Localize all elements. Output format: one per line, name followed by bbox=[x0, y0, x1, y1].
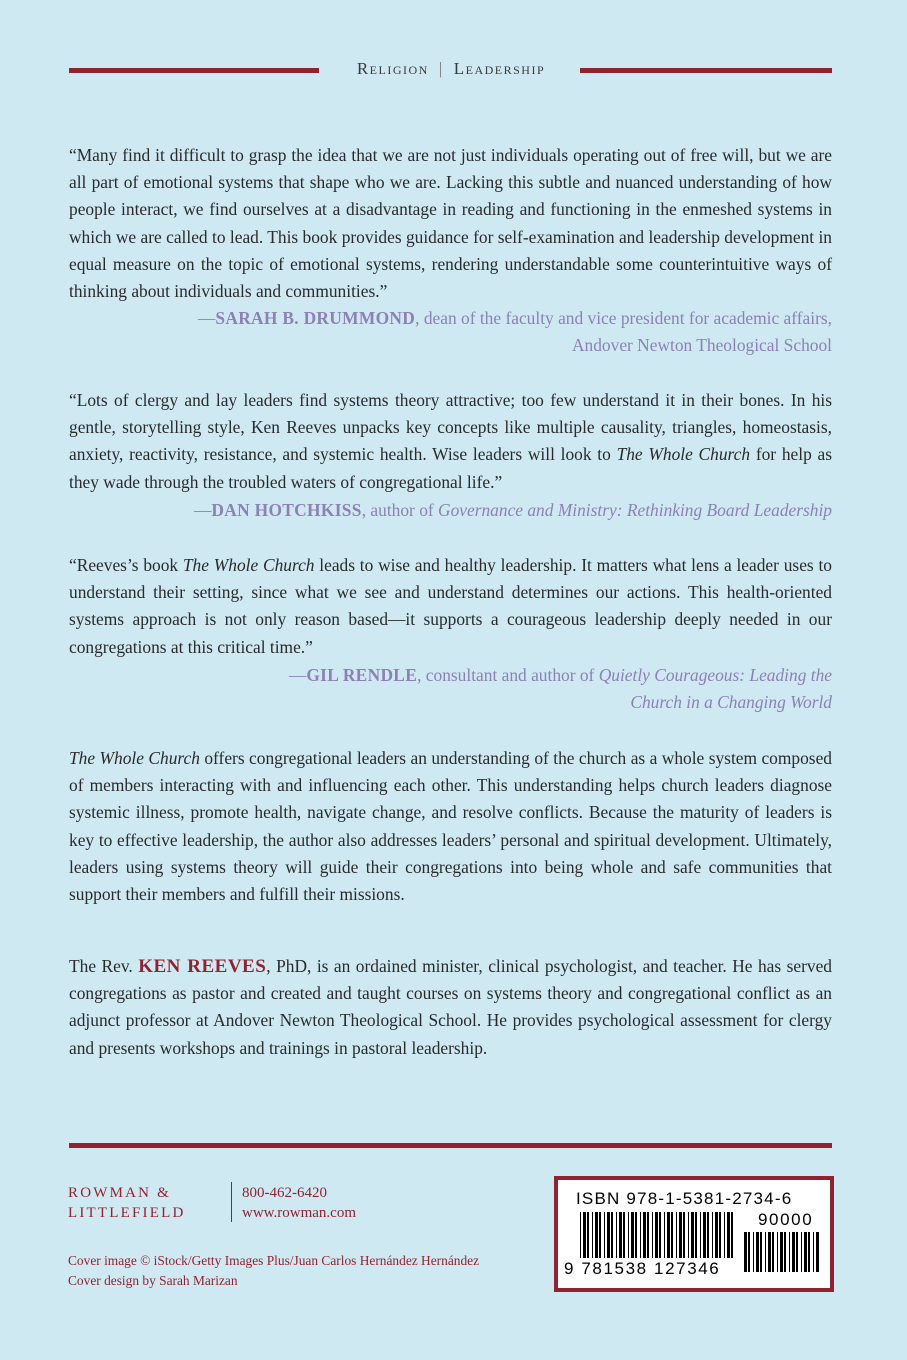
barcode-bar bbox=[756, 1232, 759, 1272]
barcode-bar bbox=[780, 1232, 783, 1272]
barcode-bar bbox=[765, 1232, 766, 1272]
barcode-bar bbox=[676, 1212, 677, 1258]
author-bio: The Rev. KEN REEVES, PhD, is an ordained minister, clinical psychologist, and teacher. He has served congregations as pastor and created and taught courses on systems theory and congregational conflict as an adjunct professor at Andover Newton Theological School. He provides psychological assessment for clergy and presents workshops and trainings in pastoral leadership. bbox=[69, 956, 832, 1058]
barcode-bar bbox=[671, 1212, 673, 1258]
barcode-bar bbox=[703, 1212, 706, 1258]
barcode-bar bbox=[592, 1212, 593, 1258]
barcode-bar bbox=[623, 1212, 625, 1258]
barcode-bar bbox=[647, 1212, 649, 1258]
barcode-bar bbox=[631, 1212, 634, 1258]
barcode-bar bbox=[679, 1212, 682, 1258]
publisher-website[interactable]: www.rowman.com bbox=[242, 1205, 357, 1221]
barcode-bar bbox=[619, 1212, 622, 1258]
barcode-bar bbox=[583, 1212, 586, 1258]
barcode-bar bbox=[719, 1212, 721, 1258]
category-separator: | bbox=[438, 59, 444, 78]
barcode-bar bbox=[796, 1232, 798, 1272]
barcode-bar bbox=[744, 1232, 747, 1272]
barcode-bar bbox=[695, 1212, 697, 1258]
barcode-bar bbox=[655, 1212, 658, 1258]
barcode-bar bbox=[664, 1212, 665, 1258]
barcode-bar bbox=[772, 1232, 774, 1272]
book-title: The Whole Church bbox=[69, 748, 200, 768]
barcode-bar bbox=[599, 1212, 601, 1258]
endorsement-attribution-1: —SARAH B. DRUMMOND, dean of the faculty and vice president for academic affairs, Andover Newton Theological School bbox=[197, 308, 832, 356]
barcode-bar bbox=[587, 1212, 589, 1258]
endorsement-attribution-3: —GIL RENDLE, consultant and author of Quietly Courageous: Leading the Church in a Changing World bbox=[288, 665, 832, 713]
publisher-logo: ROWMAN & LITTLEFIELD bbox=[68, 1185, 186, 1221]
barcode-bar bbox=[813, 1232, 814, 1272]
barcode-bar bbox=[700, 1212, 701, 1258]
price-code: 90000 bbox=[758, 1210, 814, 1229]
barcode-bar bbox=[595, 1212, 598, 1258]
barcode-bar bbox=[604, 1212, 605, 1258]
barcode-bar bbox=[628, 1212, 629, 1258]
barcode-bar bbox=[580, 1212, 581, 1258]
cover-credits bbox=[68, 1251, 479, 1291]
barcode-bar bbox=[748, 1232, 750, 1272]
publisher-contact bbox=[242, 1183, 356, 1223]
barcode-bar bbox=[784, 1232, 786, 1272]
barcode-bar bbox=[715, 1212, 718, 1258]
barcode-bar bbox=[789, 1232, 790, 1272]
barcode-bar bbox=[804, 1232, 807, 1272]
barcode-bar bbox=[816, 1232, 819, 1272]
barcode-bar bbox=[753, 1232, 754, 1272]
barcode-bar bbox=[683, 1212, 685, 1258]
category-religion: Religion bbox=[356, 59, 429, 78]
isbn-label: ISBN 978-1-5381-2734-6 bbox=[576, 1189, 793, 1208]
barcode-bar bbox=[808, 1232, 810, 1272]
barcode-bar bbox=[731, 1212, 733, 1258]
barcode-bar bbox=[652, 1212, 653, 1258]
endorser-name: SARAH B. DRUMMOND bbox=[215, 308, 416, 328]
footer-rule bbox=[69, 1143, 832, 1148]
endorsement-quote-3: “Reeves’s book The Whole Church leads to wise and healthy leadership. It matters what lens a leader uses to understand their setting, since what we see and understand determines our actions. This health-oriented systems approach is not only reason based—it supports a courageous leadership deeply needed in our congregations at this critical time.” bbox=[69, 555, 832, 657]
barcode-bar bbox=[801, 1232, 802, 1272]
barcode-bar bbox=[643, 1212, 646, 1258]
barcode-bar bbox=[640, 1212, 641, 1258]
category-label bbox=[334, 59, 568, 79]
endorser-name: DAN HOTCHKISS bbox=[211, 500, 362, 520]
isbn-barcode bbox=[554, 1176, 834, 1292]
barcode-bar bbox=[691, 1212, 694, 1258]
barcode-bar bbox=[724, 1212, 725, 1258]
barcode-bar bbox=[616, 1212, 617, 1258]
author-name: KEN REEVES bbox=[138, 956, 267, 977]
barcode-bar bbox=[760, 1232, 762, 1272]
publisher-divider bbox=[231, 1182, 232, 1222]
publisher-phone: 800-462-6420 bbox=[242, 1185, 327, 1201]
barcode-bar bbox=[688, 1212, 689, 1258]
barcode-bar bbox=[667, 1212, 670, 1258]
barcode-bar bbox=[607, 1212, 610, 1258]
header-rule-right bbox=[580, 68, 832, 73]
barcode-bar bbox=[707, 1212, 709, 1258]
category-leadership: Leadership bbox=[453, 59, 546, 78]
barcode-bar bbox=[635, 1212, 637, 1258]
barcode-bar bbox=[727, 1212, 730, 1258]
barcode-bar bbox=[777, 1232, 778, 1272]
endorsement-quote-1: “Many find it difficult to grasp the idea that we are not just individuals operating out of free will, but we are all part of emotional systems that shape who we are. Lacking this subtle and nuanced understanding of how people interact, we find ourselves at a disadvantage in reading and functioning in the enmeshed systems in which we are called to lead. This book provides guidance for self-examination and leadership development in equal measure on the topic of emotional systems, rendering understandable some counterintuitive ways of thinking about individuals and communities.” bbox=[69, 145, 832, 302]
barcode-bar bbox=[611, 1212, 613, 1258]
ean-digits: 9 781538 127346 bbox=[564, 1259, 721, 1278]
book-description: The Whole Church offers congregational leaders an understanding of the church as a whole system composed of members interacting with and influencing each other. This understanding helps church leaders diagnose systemic illness, promote health, navigate change, and resolve conflicts. Because the maturity of leaders is key to effective leadership, the author also addresses leaders’ personal and spiritual development. Ultimately, leaders using systems theory will guide their congregations into being whole and safe communities that support their members and fulfill their missions. bbox=[69, 748, 832, 905]
barcode-bar bbox=[768, 1232, 771, 1272]
endorser-name: GIL RENDLE bbox=[306, 665, 418, 685]
endorsement-attribution-2: —DAN HOTCHKISS, author of Governance and Ministry: Rethinking Board Leadership bbox=[194, 500, 832, 520]
cover-design-credit: Cover design by Sarah Marizan bbox=[68, 1273, 238, 1288]
barcode-bar bbox=[712, 1212, 713, 1258]
header-rule-left bbox=[69, 68, 319, 73]
barcode-bar bbox=[659, 1212, 661, 1258]
barcode-bar bbox=[792, 1232, 795, 1272]
cover-image-credit: Cover image © iStock/Getty Images Plus/Juan Carlos Hernández Hernández bbox=[68, 1253, 480, 1268]
endorsement-quote-2: “Lots of clergy and lay leaders find systems theory attractive; too few understand it in their bones. In his gentle, storytelling style, Ken Reeves unpacks key concepts like multiple causality, triangles, homeostasis, anxiety, reactivity, resistance, and systemic health. Wise leaders will look to The Whole Church for help as they wade through the troubled waters of congregational life.” bbox=[69, 390, 832, 492]
